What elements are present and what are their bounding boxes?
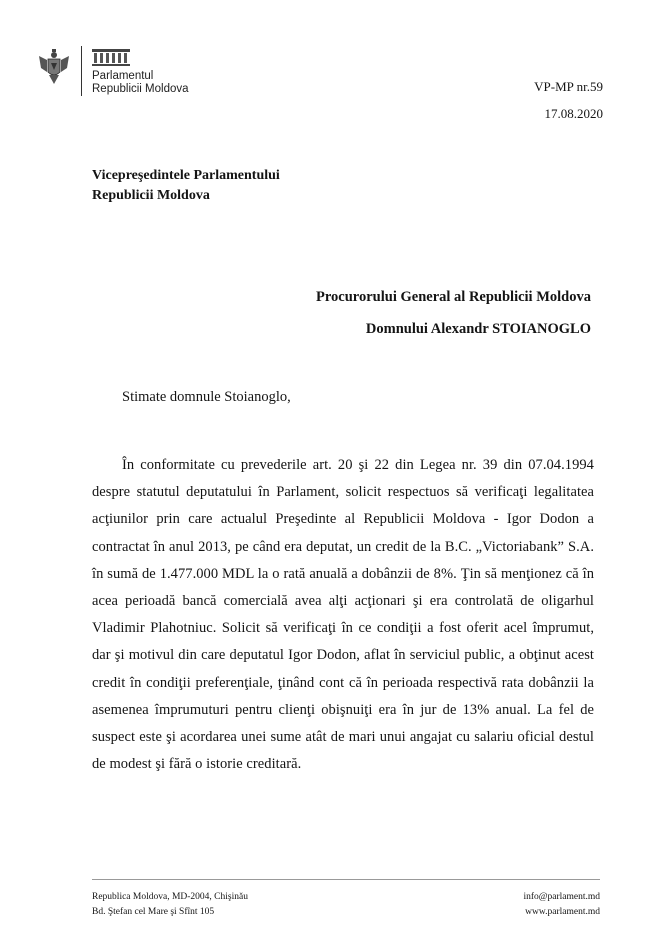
recipient-title: Procurorului General al Republicii Moldova — [316, 289, 591, 305]
letter-body: În conformitate cu prevederile art. 20 şi 22 din Legea nr. 39 din 07.04.1994 despre statutul deputatului în Parlament, solicit respectuos să verificaţi legalitatea acţiunilor prin care actualul Preşedinte al Republicii Moldova - Igor Dodon a contractat în anul 2013, pe când era deputat, un credit de la B.C. „Victoriabank” S.A. în sumă de 1.477.000 MDL la o rată anuală a dobânzii de 8%. Ţin să menţionez că în acea perioadă bancă comercială avea alţi acţionari şi era controlată de oligarhul Vladimir Plahotniuc. Solicit să verificaţi în ce condiţii a fost oferit acel împrumut, dar şi motivul din care deputatul Igor Dodon, aflat în serviciul public, a obţinut acest credit în condiţii preferenţiale, ţinând cont că în perioada respectivă rata dobânzii la asemenea împrumuturi pentru clienţi obişnuiţi era în jur de 13% anual. La fel de suspect este şi acordarea unei sume atât de mari unui angajat cu salariu oficial destul de modest şi fără o istorie creditară. — [92, 457, 594, 773]
organization-name — [92, 70, 189, 96]
sender-block — [92, 166, 280, 206]
document-date: 17.08.2020 — [544, 106, 603, 121]
footer-address — [92, 890, 248, 920]
recipient-name: Domnului Alexandr STOIANOGLO — [365, 321, 591, 337]
footer-website: www.parlament.md — [525, 907, 600, 917]
logo-divider — [81, 46, 82, 96]
salutation: Stimate domnule Stoianoglo, — [122, 389, 291, 405]
footer-address-line2: Bd. Ştefan cel Mare şi Sfînt 105 — [92, 907, 215, 917]
sender-line1: Vicepreşedintele Parlamentului — [92, 168, 280, 183]
org-name-line2: Republicii Moldova — [92, 83, 189, 95]
sender-line2: Republicii Moldova — [92, 188, 210, 203]
footer-contacts — [523, 890, 600, 920]
footer-divider — [92, 879, 600, 880]
footer-email: info@parlament.md — [523, 892, 600, 902]
footer-address-line1: Republica Moldova, MD-2004, Chişinău — [92, 892, 248, 902]
org-name-line1: Parlamentul — [92, 70, 154, 82]
parliament-building-icon — [92, 47, 132, 69]
moldova-coat-of-arms-icon — [37, 48, 71, 86]
reference-number: VP-MP nr.59 — [534, 79, 603, 94]
